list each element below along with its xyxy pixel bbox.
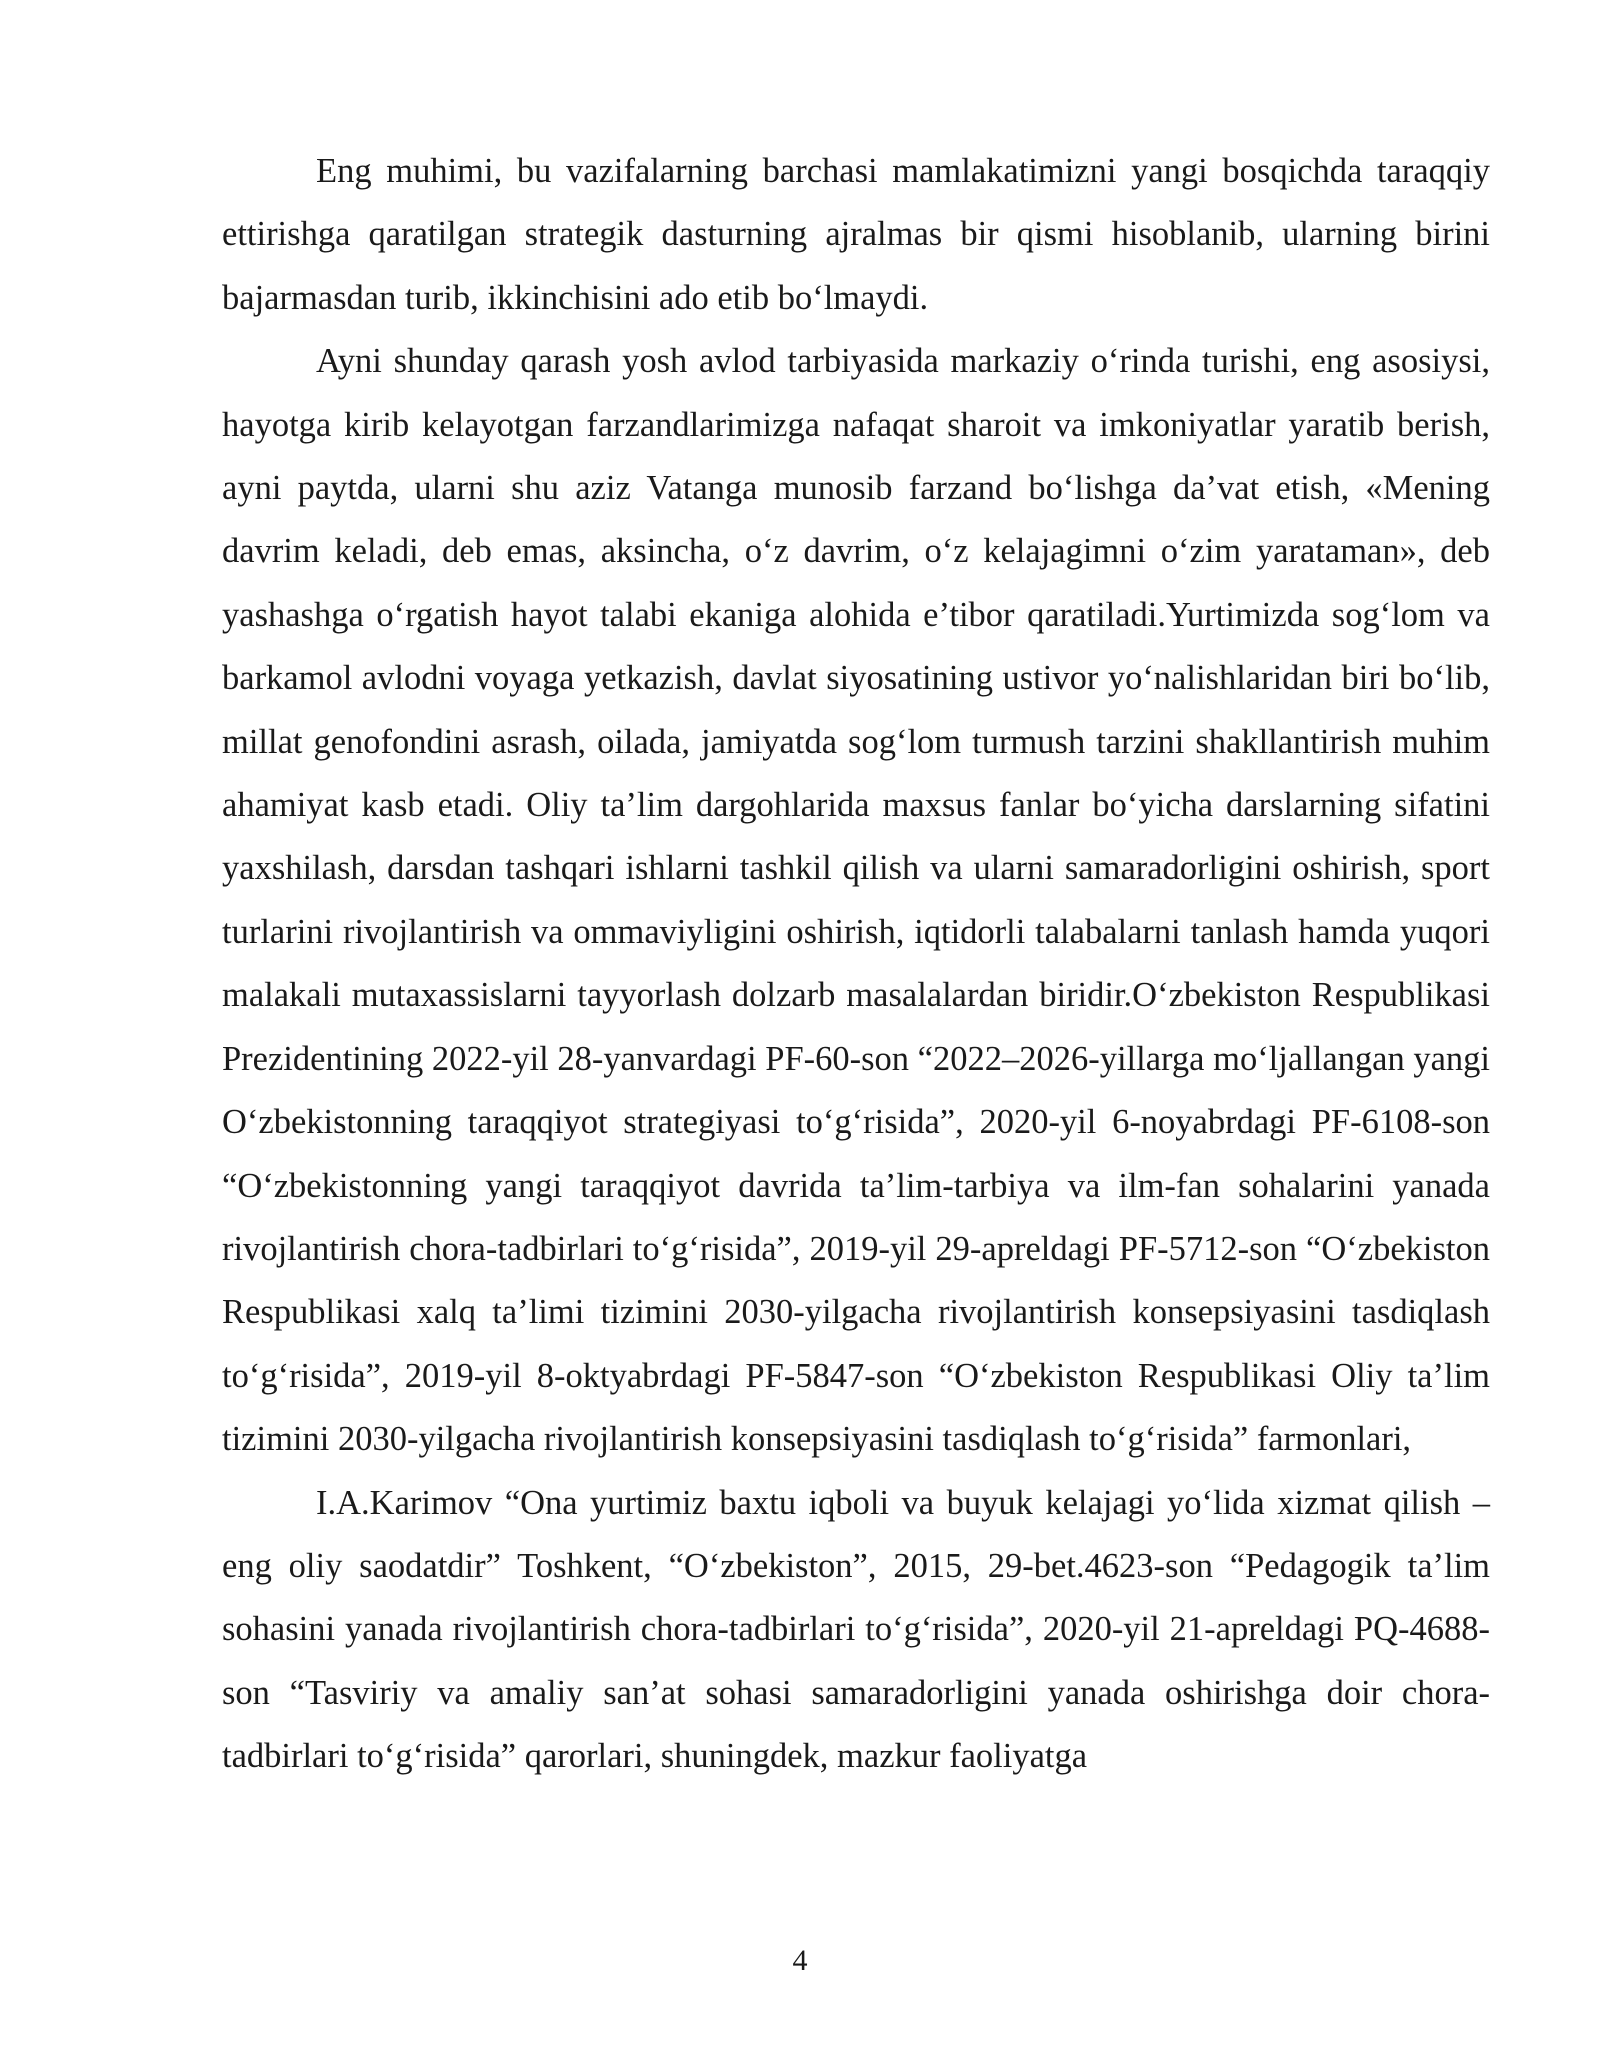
paragraph: Ayni shunday qarash yosh avlod tarbiyasida markaziy o‘rinda turishi, eng asosiysi, hayotga kirib kelayotgan farzandlarimizga nafaqat sharoit va imkoniyatlar yaratib berish, ayni paytda, ularni shu aziz Vatanga munosib farzand bo‘lishga da’vat etish, «Mening davrim keladi, deb emas, aksincha, o‘z davrim, o‘z kelajagimni o‘zim yarataman», deb yashashga o‘rgatish hayot talabi ekaniga alohida e’tibor qaratiladi.Yurtimizda sog‘lom va barkamol avlodni voyaga yetkazish, davlat siyosatining ustivor yo‘nalishlaridan biri bo‘lib, millat genofondini asrash, oilada, jamiyatda sog‘lom turmush tarzini shakllantirish muhim ahamiyat kasb etadi. Oliy ta’lim dargohlarida maxsus fanlar bo‘yicha darslarning sifatini yaxshilash, darsdan tashqari ishlarni tashkil qilish va ularni samaradorligini oshirish, sport turlarini rivojlantirish va ommaviyligini oshirish, iqtidorli talabalarni tanlash hamda yuqori malakali mutaxassislarni tayyorlash dolzarb masalalardan biridir.O‘zbekiston Respublikasi Prezidentining 2022-yil 28-yanvardagi PF-60-son “2022–2026-yillarga mo‘ljallangan yangi O‘zbekistonning taraqqiyot strategiyasi to‘g‘risida”, 2020-yil 6-noyabrdagi PF-6108-son “O‘zbekistonning yangi taraqqiyot davrida ta’lim-tarbiya va ilm-fan sohalarini yanada rivojlantirish chora-tadbirlari to‘g‘risida”, 2019-yil 29-apreldagi PF-5712-son “O‘zbekiston Respublikasi xalq ta’limi tizimini 2030-yilgacha rivojlantirish konsepsiyasini tasdiqlash to‘g‘risida”, 2019-yil 8-oktyabrdagi PF-5847-son “O‘zbekiston Respublikasi Oliy ta’lim tizimini 2030-yilgacha rivojlantirish konsepsiyasini tasdiqlash to‘g‘risida” farmonlari, <box>222 342 1490 1459</box>
page-number: 4 <box>792 1944 808 1977</box>
paragraph: I.A.Karimov “Ona yurtimiz baxtu iqboli va buyuk kelajagi yo‘lida xizmat qilish – eng oliy saodatdir” Toshkent, “O‘zbekiston”, 2015, 29-bet.4623-son “Pedagogik ta’lim sohasini yanada rivojlantirish chora-tadbirlari to‘g‘risida”, 2020-yil 21-apreldagi PQ-4688-son “Tasviriy va amaliy san’at sohasi samaradorligini yanada oshirishga doir chora-tadbirlari to‘g‘risida” qarorlari, shuningdek, mazkur faoliyatga <box>222 1483 1490 1776</box>
paragraph: Eng muhimi, bu vazifalarning barchasi mamlakatimizni yangi bosqichda taraqqiy ettirishga qaratilgan strategik dasturning ajralmas bir qismi hisoblanib, ularning birini bajarmasdan turib, ikkinchisini ado etib bo‘lmaydi. <box>222 152 1490 317</box>
document-body <box>222 140 1490 1789</box>
